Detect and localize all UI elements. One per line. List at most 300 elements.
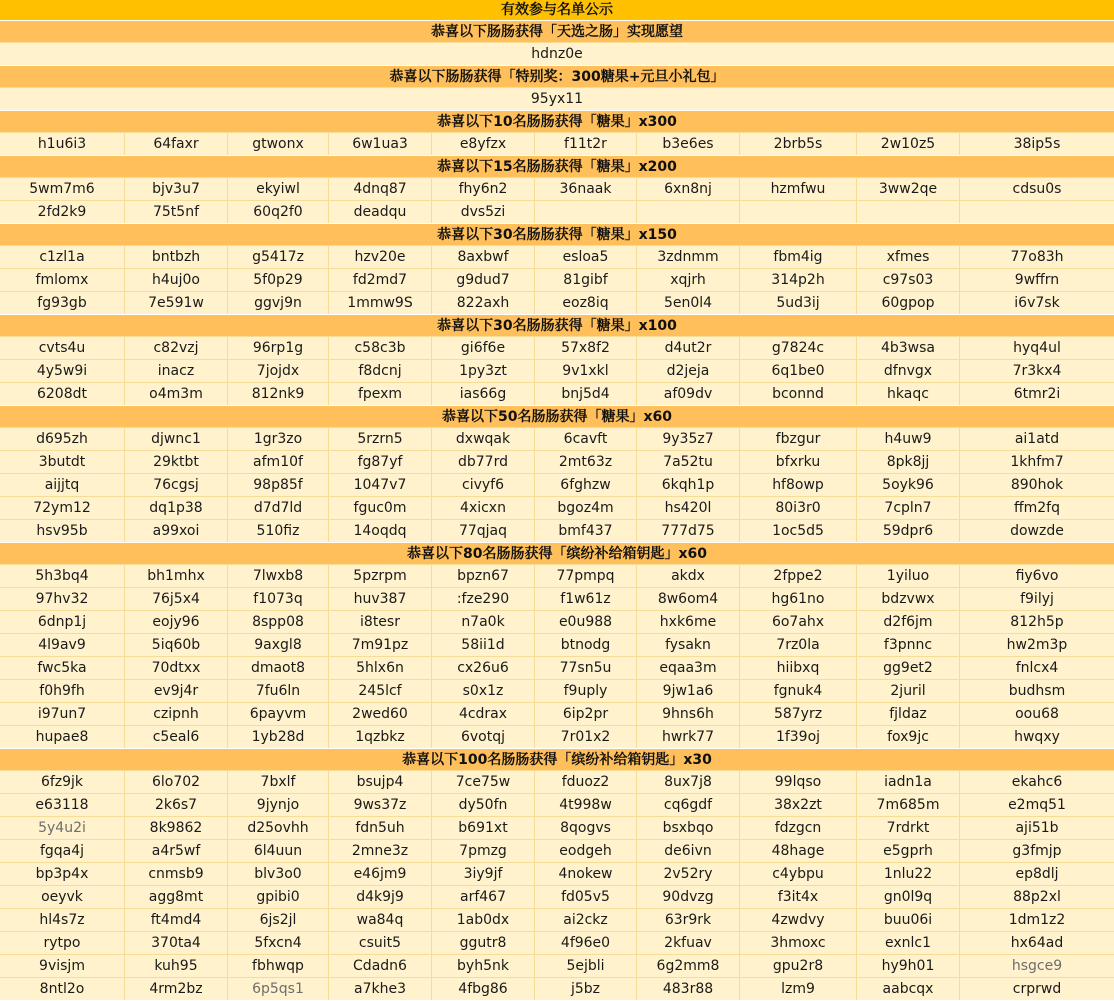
winner-id-cell: 90dvzg xyxy=(637,886,740,908)
winner-id-cell: dq1p38 xyxy=(125,497,228,519)
winner-id-cell: b3e6es xyxy=(637,133,740,155)
section-header: 恭喜以下30名肠肠获得「糖果」x150 xyxy=(0,223,1114,245)
winner-id-cell: hzmfwu xyxy=(740,178,857,200)
prize-section xyxy=(0,542,1114,748)
winner-id-cell: ai1atd xyxy=(1014,431,1060,447)
winner-id-cell: 1nlu22 xyxy=(857,863,960,885)
winner-id-cell: c4ybpu xyxy=(740,863,857,885)
section-header: 恭喜以下80名肠肠获得「缤纷补给箱钥匙」x60 xyxy=(0,542,1114,564)
winner-id-cell: 587yrz xyxy=(740,703,857,725)
winner-id-cell: ft4md4 xyxy=(125,909,228,931)
winner-id-cell: aijjtq xyxy=(0,474,125,496)
winner-id-cell: f9uply xyxy=(535,680,637,702)
winner-id-cell: af09dv xyxy=(637,383,740,405)
winner-id-cell: h4uj0o xyxy=(125,269,228,291)
winner-id-cell: cx26u6 xyxy=(432,657,535,679)
winner-id-cell: hkaqc xyxy=(857,383,960,405)
table-row xyxy=(0,793,1114,816)
winner-id-cell: 99lqso xyxy=(740,771,857,793)
winner-id-cell xyxy=(637,201,740,223)
winner-id-cell: 8pk8jj xyxy=(857,451,960,473)
winner-id-cell: 1oc5d5 xyxy=(740,520,857,542)
winner-id-cell: deadqu xyxy=(329,201,432,223)
winner-id-cell: esloa5 xyxy=(535,246,637,268)
winner-id-cell: 1f39oj xyxy=(740,726,857,748)
winner-id-cell: 36naak xyxy=(535,178,637,200)
prize-section xyxy=(0,223,1114,314)
winner-id-cell: 314p2h xyxy=(740,269,857,291)
winner-id-cell: 4nokew xyxy=(535,863,637,885)
table-row xyxy=(0,862,1114,885)
winner-id-cell: hl4s7z xyxy=(0,909,125,931)
winner-id-cell: fox9jc xyxy=(857,726,960,748)
table-row xyxy=(0,427,1114,450)
winner-id-cell: 8axbwf xyxy=(432,246,535,268)
winner-id-cell: ekyiwl xyxy=(228,178,329,200)
table-row xyxy=(0,200,1114,223)
winner-id-cell: 7ce75w xyxy=(432,771,535,793)
section-header: 恭喜以下10名肠肠获得「糖果」x300 xyxy=(0,110,1114,132)
winner-id-cell: 7bxlf xyxy=(228,771,329,793)
winner-id-cell: afm10f xyxy=(228,451,329,473)
winner-id-cell: 6ip2pr xyxy=(535,703,637,725)
winner-id-cell: e46jm9 xyxy=(329,863,432,885)
winner-id-cell: i6v7sk xyxy=(1014,295,1060,311)
winner-id-cell: f11t2r xyxy=(535,133,637,155)
table-row xyxy=(0,977,1114,1000)
section-header: 恭喜以下肠肠获得「天选之肠」实现愿望 xyxy=(0,20,1114,42)
winner-id-cell: 9jynjo xyxy=(228,794,329,816)
winner-id-cell: 6payvm xyxy=(228,703,329,725)
winner-id-cell: bpzn67 xyxy=(432,565,535,587)
winner-id-cell: e8yfzx xyxy=(432,133,535,155)
winner-id-cell: ggutr8 xyxy=(432,932,535,954)
winner-id-cell: budhsm xyxy=(1008,683,1066,699)
winner-id-cell: 5wm7m6 xyxy=(0,178,125,200)
winner-id-cell: 60q2f0 xyxy=(228,201,329,223)
winner-id-cell: f9ilyj xyxy=(1020,591,1054,607)
winner-id-cell: 2mt63z xyxy=(535,451,637,473)
winner-id-cell: cdsu0s xyxy=(1012,181,1062,197)
winner-id-cell: c1zl1a xyxy=(0,246,125,268)
winner-id-cell: fduoz2 xyxy=(535,771,637,793)
winner-id-cell: 77pmpq xyxy=(535,565,637,587)
winner-id-cell: 2w10z5 xyxy=(857,133,960,155)
winner-id-cell: 5fxcn4 xyxy=(228,932,329,954)
winner-id-cell: 6dnp1j xyxy=(0,611,125,633)
winner-id-cell: dmaot8 xyxy=(228,657,329,679)
winner-id-cell: civyf6 xyxy=(432,474,535,496)
winner-id-cell: a7khe3 xyxy=(329,978,432,1000)
winner-id-cell: 7lwxb8 xyxy=(228,565,329,587)
winner-id-cell: g9dud7 xyxy=(432,269,535,291)
winner-id-cell: Cdadn6 xyxy=(329,955,432,977)
winner-id-cell: 6o7ahx xyxy=(740,611,857,633)
winner-id-cell: 5iq60b xyxy=(125,634,228,656)
winner-id-cell: 80i3r0 xyxy=(740,497,857,519)
table-row xyxy=(0,177,1114,200)
winner-id-cell: 38ip5s xyxy=(1013,136,1061,152)
table-row xyxy=(0,245,1114,268)
winner-id-cell: bntbzh xyxy=(125,246,228,268)
winner-id-cell: 1ab0dx xyxy=(432,909,535,931)
winner-id-cell: 370ta4 xyxy=(125,932,228,954)
winner-id-cell: hx64ad xyxy=(1010,935,1064,951)
winner-id-cell: 8ntl2o xyxy=(0,978,125,1000)
winner-id-cell: bdzvwx xyxy=(857,588,960,610)
winner-id-cell: xfmes xyxy=(857,246,960,268)
winner-id-cell: oou68 xyxy=(1015,706,1059,722)
winner-id-cell: 1047v7 xyxy=(329,474,432,496)
winner-id-cell: inacz xyxy=(125,360,228,382)
table-row xyxy=(0,633,1114,656)
winner-id-cell: 6g2mm8 xyxy=(637,955,740,977)
prize-section xyxy=(0,314,1114,405)
winner-id-cell: 5hlx6n xyxy=(329,657,432,679)
winner-id-cell: 4l9av9 xyxy=(0,634,125,656)
table-row xyxy=(0,656,1114,679)
prize-section xyxy=(0,748,1114,1000)
winner-id-cell: crprwd xyxy=(1012,981,1062,997)
winner-id-cell: 5rzrn5 xyxy=(329,428,432,450)
winner-id-cell: 7r01x2 xyxy=(535,726,637,748)
winner-id-cell: bsxbqo xyxy=(637,817,740,839)
winner-id-cell: g5417z xyxy=(228,246,329,268)
winner-id-cell: 4b3wsa xyxy=(857,337,960,359)
prize-section xyxy=(0,20,1114,65)
winner-id-cell: dxwqak xyxy=(432,428,535,450)
winner-id-cell: cvts4u xyxy=(0,337,125,359)
table-row xyxy=(0,587,1114,610)
winner-id-cell: 9hns6h xyxy=(637,703,740,725)
winner-id-cell: wa84q xyxy=(329,909,432,931)
winner-id-cell: agg8mt xyxy=(125,886,228,908)
winner-id-cell: 7r3kx4 xyxy=(1012,363,1062,379)
winner-id-cell: hxk6me xyxy=(637,611,740,633)
winner-id-cell: cnmsb9 xyxy=(125,863,228,885)
winner-id-cell: 58ii1d xyxy=(432,634,535,656)
winner-id-cell: fhy6n2 xyxy=(432,178,535,200)
winner-id-cell: 2fd2k9 xyxy=(0,201,125,223)
table-row xyxy=(0,885,1114,908)
winner-id-cell: btnodg xyxy=(535,634,637,656)
winner-id-cell: db77rd xyxy=(432,451,535,473)
winner-id-cell: 7rdrkt xyxy=(857,817,960,839)
winner-id-cell: 890hok xyxy=(1010,477,1064,493)
winner-id-cell: bh1mhx xyxy=(125,565,228,587)
winner-id-cell: 3butdt xyxy=(0,451,125,473)
winner-id-cell: 59dpr6 xyxy=(857,520,960,542)
table-row xyxy=(0,725,1114,748)
winner-id-cell: 9axgl8 xyxy=(228,634,329,656)
winner-id-cell: bjv3u7 xyxy=(125,178,228,200)
winner-id-cell: 3ww2qe xyxy=(857,178,960,200)
table-row xyxy=(0,450,1114,473)
winner-id-cell: 14oqdq xyxy=(329,520,432,542)
winner-id-cell: 76cgsj xyxy=(125,474,228,496)
winner-id-cell: 7e591w xyxy=(125,292,228,314)
winner-id-cell: f8dcnj xyxy=(329,360,432,382)
winner-id-cell: 5oyk96 xyxy=(857,474,960,496)
winner-id-cell: aabcqx xyxy=(857,978,960,1000)
winner-id-cell: d4ut2r xyxy=(637,337,740,359)
winner-id-cell: fysakn xyxy=(637,634,740,656)
winner-id-cell: eoz8iq xyxy=(535,292,637,314)
prize-section xyxy=(0,405,1114,542)
prize-sections xyxy=(0,20,1114,1000)
winner-id-cell: o4m3m xyxy=(125,383,228,405)
winner-id-cell: 3iy9jf xyxy=(432,863,535,885)
section-header: 恭喜以下100名肠肠获得「缤纷补给箱钥匙」x30 xyxy=(0,748,1114,770)
winner-id-cell: gtwonx xyxy=(228,133,329,155)
winner-id-cell: 6w1ua3 xyxy=(329,133,432,155)
winner-id-cell: fiy6vo xyxy=(1015,568,1059,584)
winner-id-cell: 5en0l4 xyxy=(637,292,740,314)
winner-id-cell: hyq4ul xyxy=(1013,340,1061,356)
winner-id-cell: gpu2r8 xyxy=(740,955,857,977)
winner-id-cell: dvs5zi xyxy=(432,201,535,223)
winner-id-cell: d2f6jm xyxy=(857,611,960,633)
winner-id-cell: oeyvk xyxy=(0,886,125,908)
winner-id-cell: 483r88 xyxy=(637,978,740,1000)
winner-id-cell: bfxrku xyxy=(740,451,857,473)
winner-id-cell: 5h3bq4 xyxy=(0,565,125,587)
winner-id-cell: 6fghzw xyxy=(535,474,637,496)
winner-id-cell: a99xoi xyxy=(125,520,228,542)
winner-id-cell: hwqxy xyxy=(1014,729,1060,745)
winner-id-cell: c58c3b xyxy=(329,337,432,359)
winner-id-cell: 63r9rk xyxy=(637,909,740,931)
winner-id-cell: 29ktbt xyxy=(125,451,228,473)
winner-id-cell: f3pnnc xyxy=(857,634,960,656)
winner-id-cell: 9y35z7 xyxy=(637,428,740,450)
winner-id-cell: eqaa3m xyxy=(637,657,740,679)
winner-id-cell: 77qjaq xyxy=(432,520,535,542)
winner-id-cell: s0x1z xyxy=(432,680,535,702)
winner-id-cell: 245lcf xyxy=(329,680,432,702)
winner-id-cell: lzm9 xyxy=(740,978,857,1000)
winner-id-cell: 2fppe2 xyxy=(740,565,857,587)
winner-id-cell: 2v52ry xyxy=(637,863,740,885)
winner-id-cell: gg9et2 xyxy=(857,657,960,679)
winner-id-cell: 5y4u2i xyxy=(0,817,125,839)
winner-id-cell: :fze290 xyxy=(432,588,535,610)
winner-id-cell: bconnd xyxy=(740,383,857,405)
table-row xyxy=(0,132,1114,155)
table-row xyxy=(0,519,1114,542)
winner-id-cell: e5gprh xyxy=(857,840,960,862)
winner-id-cell: 4fbg86 xyxy=(432,978,535,1000)
section-header: 恭喜以下15名肠肠获得「糖果」x200 xyxy=(0,155,1114,177)
winner-id-cell: 2k6s7 xyxy=(125,794,228,816)
winner-id-cell: dy50fn xyxy=(432,794,535,816)
winner-id-cell: 8k9862 xyxy=(125,817,228,839)
table-row xyxy=(0,679,1114,702)
table-row xyxy=(0,336,1114,359)
table-row xyxy=(0,268,1114,291)
winner-id-cell: hy9h01 xyxy=(857,955,960,977)
winner-id-cell: 5f0p29 xyxy=(228,269,329,291)
winner-id-cell: xqjrh xyxy=(637,269,740,291)
prize-section xyxy=(0,65,1114,110)
winner-id-cell: 4y5w9i xyxy=(0,360,125,382)
winner-id-cell: hupae8 xyxy=(0,726,125,748)
winner-id-cell: fbzgur xyxy=(740,428,857,450)
winner-id-cell: 88p2xl xyxy=(1013,889,1061,905)
winner-id-cell: 7fu6ln xyxy=(228,680,329,702)
winner-id-cell: 777d75 xyxy=(637,520,740,542)
winner-id-cell: 6l4uun xyxy=(228,840,329,862)
winner-id-cell: fgqa4j xyxy=(0,840,125,862)
winner-id-cell: fmlomx xyxy=(0,269,125,291)
winner-id-cell: 2wed60 xyxy=(329,703,432,725)
winner-id-cell: 7cpln7 xyxy=(857,497,960,519)
winner-id-cell: exnlc1 xyxy=(857,932,960,954)
winner-id-cell: 822axh xyxy=(432,292,535,314)
winner-id-cell: fgnuk4 xyxy=(740,680,857,702)
table-row xyxy=(0,839,1114,862)
winner-id-cell: byh5nk xyxy=(432,955,535,977)
winner-id-cell: dfnvgx xyxy=(857,360,960,382)
winner-id-cell: 7pmzg xyxy=(432,840,535,862)
winner-id-cell: fwc5ka xyxy=(0,657,125,679)
winner-id-cell: djwnc1 xyxy=(125,428,228,450)
winner-id-cell: 2kfuav xyxy=(637,932,740,954)
winner-id-cell: rytpo xyxy=(0,932,125,954)
winner-id-cell: 6208dt xyxy=(0,383,125,405)
winner-id-cell: 1qzbkz xyxy=(329,726,432,748)
winner-id-cell: eodgeh xyxy=(535,840,637,862)
winner-id-cell: 8spp08 xyxy=(228,611,329,633)
winner-id-cell: bgoz4m xyxy=(535,497,637,519)
winner-id-cell: aji51b xyxy=(1015,820,1059,836)
winner-id-cell: ai2ckz xyxy=(535,909,637,931)
winner-id-cell xyxy=(960,201,1114,223)
winner-id-cell: f0h9fh xyxy=(0,680,125,702)
winner-id-cell: hs420l xyxy=(637,497,740,519)
winner-id-cell: e2mq51 xyxy=(1008,797,1066,813)
table-row xyxy=(0,702,1114,725)
winner-id-cell: bp3p4x xyxy=(0,863,125,885)
winner-id-cell: fbhwqp xyxy=(228,955,329,977)
winner-id-cell: 57x8f2 xyxy=(535,337,637,359)
winner-id-cell: 7rz0la xyxy=(740,634,857,656)
winner-id-cell: f3it4x xyxy=(740,886,857,908)
winner-id-cell: hiibxq xyxy=(740,657,857,679)
winner-id-cell xyxy=(535,201,637,223)
winner-id-cell: 2brb5s xyxy=(740,133,857,155)
winner-id-cell: fg87yf xyxy=(329,451,432,473)
winner-id-cell: buu06i xyxy=(857,909,960,931)
winner-id-cell: 812h5p xyxy=(1010,614,1064,630)
winner-id-cell: i97un7 xyxy=(0,703,125,725)
winner-id-cell: eojy96 xyxy=(125,611,228,633)
winner-id-cell: 6lo702 xyxy=(125,771,228,793)
winner-id-cell: arf467 xyxy=(432,886,535,908)
table-row xyxy=(0,496,1114,519)
table-row xyxy=(0,291,1114,314)
winner-id-cell: hzv20e xyxy=(329,246,432,268)
table-row xyxy=(0,610,1114,633)
winner-id-cell: fjldaz xyxy=(857,703,960,725)
winner-id-cell: 48hage xyxy=(740,840,857,862)
winner-id-cell: hg61no xyxy=(740,588,857,610)
winner-id-cell: hsv95b xyxy=(0,520,125,542)
winner-id-cell: fnlcx4 xyxy=(1015,660,1059,676)
winner-id-cell: 77sn5u xyxy=(535,657,637,679)
section-header: 恭喜以下50名肠肠获得「糖果」x60 xyxy=(0,405,1114,427)
winner-id-cell: 6kqh1p xyxy=(637,474,740,496)
winner-id-cell: 5pzrpm xyxy=(329,565,432,587)
winner-id-cell: 6cavft xyxy=(535,428,637,450)
winner-id-cell: 1py3zt xyxy=(432,360,535,382)
winner-id-cell: fbm4ig xyxy=(740,246,857,268)
winner-id-cell: hw2m3p xyxy=(1006,637,1068,653)
winner-id-cell: 8w6om4 xyxy=(637,588,740,610)
winner-id-cell: bnj5d4 xyxy=(535,383,637,405)
winner-id-cell: 5ejbli xyxy=(535,955,637,977)
winner-id-cell: hsgce9 xyxy=(1011,958,1063,974)
winner-id-cell: g3fmjp xyxy=(1012,843,1062,859)
winner-id-cell: 6tmr2i xyxy=(1013,386,1061,402)
winner-id-cell: 7a52tu xyxy=(637,451,740,473)
winner-id-cell: 6js2jl xyxy=(228,909,329,931)
winner-id-cell: fguc0m xyxy=(329,497,432,519)
winner-id-cell: 75t5nf xyxy=(125,201,228,223)
winner-id-cell: iadn1a xyxy=(857,771,960,793)
winner-id-cell: fdzgcn xyxy=(740,817,857,839)
winner-id-cell: gn0l9q xyxy=(857,886,960,908)
winner-id-cell: i8tesr xyxy=(329,611,432,633)
winner-id-cell: 8qogvs xyxy=(535,817,637,839)
winner-id-cell: ffm2fq xyxy=(1013,500,1060,516)
winner-id-cell: 7jojdx xyxy=(228,360,329,382)
winner-id-cell: 8ux7j8 xyxy=(637,771,740,793)
winner-id-cell: 98p85f xyxy=(228,474,329,496)
winner-id-cell: b691xt xyxy=(432,817,535,839)
winner-id-cell: gpibi0 xyxy=(228,886,329,908)
winner-id-cell: 6p5qs1 xyxy=(228,978,329,1000)
winner-id-cell: 9visjm xyxy=(0,955,125,977)
winner-id-cell xyxy=(857,201,960,223)
winner-id-cell: f1w61z xyxy=(535,588,637,610)
winner-id-cell: 96rp1g xyxy=(228,337,329,359)
winner-id-cell: kuh95 xyxy=(125,955,228,977)
winner-id-cell: 1khfm7 xyxy=(1010,454,1064,470)
winner-id-cell: fd05v5 xyxy=(535,886,637,908)
winner-id-cell: d7d7ld xyxy=(228,497,329,519)
winner-id-cell: 510fiz xyxy=(228,520,329,542)
table-row xyxy=(0,564,1114,587)
winner-id-cell: c5eal6 xyxy=(125,726,228,748)
winner-id-cell: czipnh xyxy=(125,703,228,725)
winner-id-cell: 812nk9 xyxy=(228,383,329,405)
table-row xyxy=(0,770,1114,793)
winner-id-cell: 1dm1z2 xyxy=(1008,912,1066,928)
winner-id-cell: d25ovhh xyxy=(228,817,329,839)
winner-id-cell: c97s03 xyxy=(857,269,960,291)
winner-id-cell: 1yb28d xyxy=(228,726,329,748)
page-title: 有效参与名单公示 xyxy=(0,0,1114,20)
winner-id-cell: 1mmw9S xyxy=(329,292,432,314)
winner-id-cell: 72ym12 xyxy=(0,497,125,519)
table-row xyxy=(0,908,1114,931)
winner-id-cell: ias66g xyxy=(432,383,535,405)
winner-id-cell: 77o83h xyxy=(1010,249,1064,265)
winner-id-cell: 6xn8nj xyxy=(637,178,740,200)
winner-id: 95yx11 xyxy=(0,87,1114,110)
winner-id-cell: ep8dlj xyxy=(1015,866,1059,882)
